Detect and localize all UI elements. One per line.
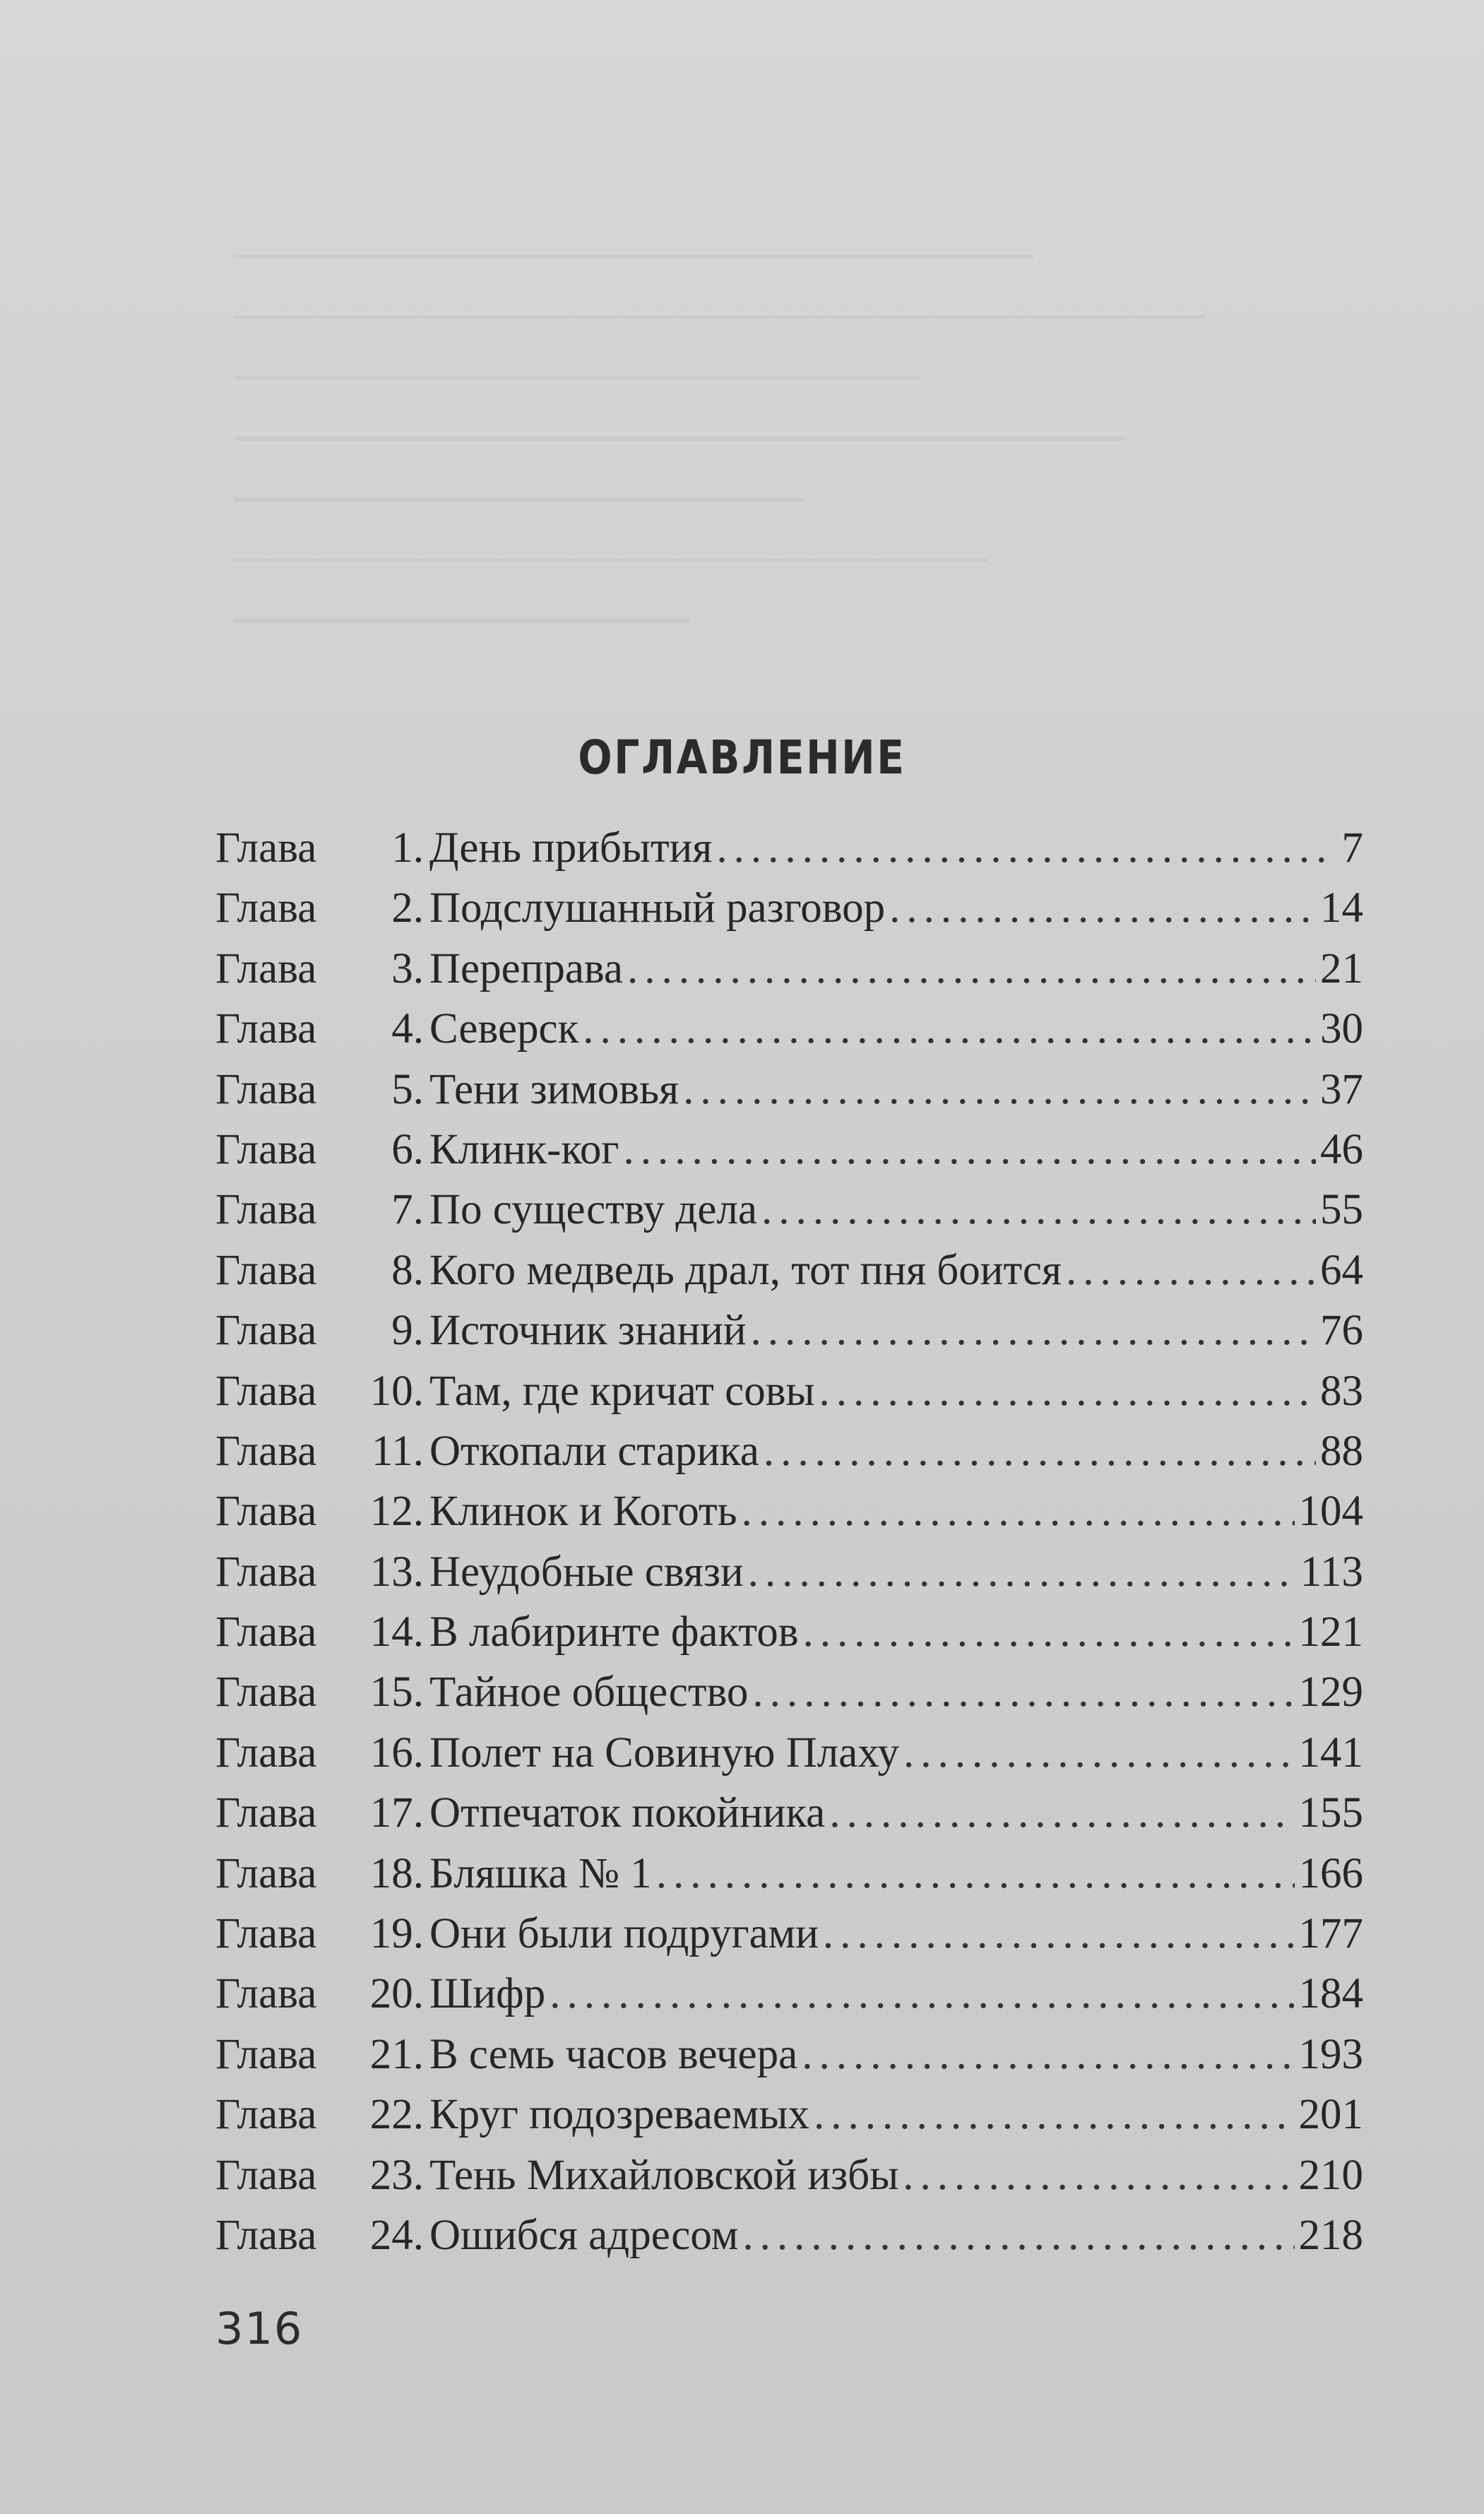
chapter-page: 21 <box>1320 944 1363 992</box>
chapter-number: 19. <box>369 1910 424 1958</box>
chapter-page: 141 <box>1298 1729 1363 1777</box>
dot-leader <box>623 1120 1316 1180</box>
chapter-page: 76 <box>1320 1307 1363 1355</box>
chapter-word: Глава <box>215 1367 317 1415</box>
chapter-title: Они были подругами <box>429 1910 819 1958</box>
chapter-word: Глава <box>215 1789 317 1837</box>
chapter-number: 24. <box>369 2211 424 2259</box>
chapter-page: 210 <box>1298 2151 1363 2199</box>
toc-entry <box>215 939 1363 999</box>
chapter-title: Шифр <box>429 1970 546 2018</box>
toc-entry <box>215 1723 1363 1783</box>
chapter-title: Тайное общество <box>429 1668 749 1716</box>
dot-leader <box>829 1783 1294 1843</box>
page-title: ОГЛАВЛЕНИЕ <box>578 730 906 785</box>
chapter-title: Отпечаток покойника <box>429 1789 826 1837</box>
chapter-word: Глава <box>215 1910 317 1958</box>
chapter-word: Глава <box>215 2211 317 2259</box>
toc-entry <box>215 1421 1363 1481</box>
chapter-number: 3. <box>391 944 424 992</box>
dot-leader <box>752 1662 1294 1722</box>
dot-leader <box>1066 1240 1316 1300</box>
chapter-word: Глава <box>215 944 317 992</box>
chapter-number: 13. <box>369 1548 424 1596</box>
chapter-page: 166 <box>1298 1849 1363 1897</box>
toc-entry <box>215 2024 1363 2085</box>
chapter-page: 218 <box>1298 2211 1363 2259</box>
dot-leader <box>823 1904 1295 1964</box>
dot-leader <box>764 1421 1316 1481</box>
chapter-page: 201 <box>1298 2091 1363 2139</box>
toc-entry <box>215 818 1363 878</box>
chapter-page: 30 <box>1320 1005 1363 1053</box>
chapter-number: 11. <box>372 1427 424 1475</box>
toc-entry <box>215 2205 1363 2265</box>
dot-leader <box>889 878 1316 938</box>
dot-leader <box>802 2024 1294 2085</box>
chapter-word: Глава <box>215 2030 317 2078</box>
dot-leader <box>742 2205 1294 2265</box>
chapter-number: 8. <box>391 1246 424 1294</box>
dot-leader <box>903 2145 1294 2205</box>
toc-entry <box>215 1964 1363 2024</box>
toc-entry <box>215 1662 1363 1722</box>
chapter-word: Глава <box>215 884 317 932</box>
chapter-word: Глава <box>215 2151 317 2199</box>
toc-entry <box>215 1481 1363 1541</box>
chapter-title: Откопали старика <box>429 1427 759 1475</box>
page-number: 316 <box>215 2303 304 2354</box>
chapter-page: 184 <box>1298 1970 1363 2018</box>
chapter-number: 14. <box>369 1608 424 1656</box>
chapter-word: Глава <box>215 1065 317 1113</box>
toc-entry <box>215 1300 1363 1360</box>
chapter-number: 20. <box>369 1970 424 2018</box>
chapter-number: 2. <box>391 884 424 932</box>
toc-entry <box>215 1783 1363 1843</box>
chapter-word: Глава <box>215 824 317 872</box>
dot-leader <box>716 818 1331 878</box>
chapter-word: Глава <box>215 1125 317 1173</box>
chapter-page: 121 <box>1298 1608 1363 1656</box>
chapter-word: Глава <box>215 1186 317 1234</box>
chapter-title: Кого медведь драл, тот пня боится <box>429 1246 1062 1294</box>
chapter-word: Глава <box>215 1849 317 1897</box>
toc-entry <box>215 1180 1363 1240</box>
chapter-page: 193 <box>1298 2030 1363 2078</box>
chapter-number: 18. <box>369 1849 424 1897</box>
chapter-title: Ошибся адресом <box>429 2211 739 2259</box>
toc-entry <box>215 1904 1363 1964</box>
chapter-number: 9. <box>391 1307 424 1355</box>
chapter-page: 55 <box>1320 1186 1363 1234</box>
chapter-number: 7. <box>391 1186 424 1234</box>
chapter-number: 6. <box>391 1125 424 1173</box>
chapter-number: 23. <box>369 2151 424 2199</box>
chapter-page: 104 <box>1298 1488 1363 1536</box>
chapter-title: Источник знаний <box>429 1307 747 1355</box>
chapter-page: 88 <box>1320 1427 1363 1475</box>
chapter-title: Северск <box>429 1005 579 1053</box>
chapter-title: Подслушанный разговор <box>429 884 886 932</box>
toc-entry <box>215 1542 1363 1602</box>
dot-leader <box>814 2085 1295 2145</box>
dot-leader <box>761 1180 1316 1240</box>
toc-entry <box>215 2085 1363 2145</box>
chapter-word: Глава <box>215 1729 317 1777</box>
chapter-page: 83 <box>1320 1367 1363 1415</box>
toc-entry <box>215 1060 1363 1120</box>
chapter-title: Переправа <box>429 944 623 992</box>
chapter-word: Глава <box>215 1608 317 1656</box>
toc-entry <box>215 1602 1363 1662</box>
chapter-page: 46 <box>1320 1125 1363 1173</box>
show-through-text <box>233 254 1377 692</box>
toc-entry <box>215 1120 1363 1180</box>
chapter-title: Полет на Совиную Плаху <box>429 1729 899 1777</box>
chapter-title: По существу дела <box>429 1186 757 1234</box>
chapter-number: 16. <box>369 1729 424 1777</box>
chapter-page: 37 <box>1320 1065 1363 1113</box>
chapter-title: Клинок и Коготь <box>429 1488 737 1536</box>
chapter-number: 12. <box>369 1488 424 1536</box>
dot-leader <box>550 1964 1294 2024</box>
chapter-page: 113 <box>1300 1548 1363 1596</box>
toc-entry <box>215 1361 1363 1421</box>
chapter-word: Глава <box>215 1488 317 1536</box>
dot-leader <box>803 1602 1295 1662</box>
chapter-page: 129 <box>1298 1668 1363 1716</box>
chapter-number: 17. <box>369 1789 424 1837</box>
toc-entry <box>215 1240 1363 1300</box>
chapter-word: Глава <box>215 1246 317 1294</box>
chapter-page: 177 <box>1298 1910 1363 1958</box>
chapter-page: 7 <box>1341 824 1363 872</box>
dot-leader <box>683 1060 1316 1120</box>
chapter-page: 14 <box>1320 884 1363 932</box>
dot-leader <box>819 1361 1317 1421</box>
chapter-title: Бляшка № 1 <box>429 1849 652 1897</box>
dot-leader <box>751 1300 1316 1360</box>
chapter-title: В семь часов вечера <box>429 2030 798 2078</box>
chapter-word: Глава <box>215 1005 317 1053</box>
chapter-title: Клинк-ког <box>429 1125 619 1173</box>
chapter-word: Глава <box>215 1307 317 1355</box>
dot-leader <box>748 1542 1296 1602</box>
toc-entry <box>215 1844 1363 1904</box>
chapter-page: 155 <box>1298 1789 1363 1837</box>
chapter-word: Глава <box>215 1668 317 1716</box>
table-of-contents <box>215 818 1363 2265</box>
chapter-title: В лабиринте фактов <box>429 1608 799 1656</box>
toc-entry <box>215 878 1363 938</box>
chapter-page: 64 <box>1320 1246 1363 1294</box>
dot-leader <box>742 1481 1295 1541</box>
chapter-word: Глава <box>215 2091 317 2139</box>
toc-entry <box>215 2145 1363 2205</box>
chapter-word: Глава <box>215 1427 317 1475</box>
chapter-number: 21. <box>369 2030 424 2078</box>
chapter-number: 4. <box>391 1005 424 1053</box>
toc-entry <box>215 999 1363 1059</box>
chapter-title: Тень Михайловской избы <box>429 2151 899 2199</box>
dot-leader <box>656 1844 1295 1904</box>
chapter-number: 10. <box>369 1367 424 1415</box>
dot-leader <box>903 1723 1295 1783</box>
chapter-title: День прибытия <box>429 824 713 872</box>
chapter-number: 22. <box>369 2091 424 2139</box>
chapter-number: 5. <box>391 1065 424 1113</box>
chapter-title: Тени зимовья <box>429 1065 679 1113</box>
dot-leader <box>627 939 1316 999</box>
dot-leader <box>583 999 1316 1059</box>
chapter-word: Глава <box>215 1548 317 1596</box>
chapter-title: Там, где кричат совы <box>429 1367 815 1415</box>
chapter-word: Глава <box>215 1970 317 2018</box>
chapter-title: Неудобные связи <box>429 1548 744 1596</box>
chapter-number: 15. <box>369 1668 424 1716</box>
chapter-number: 1. <box>391 824 424 872</box>
chapter-title: Круг подозреваемых <box>429 2091 809 2139</box>
